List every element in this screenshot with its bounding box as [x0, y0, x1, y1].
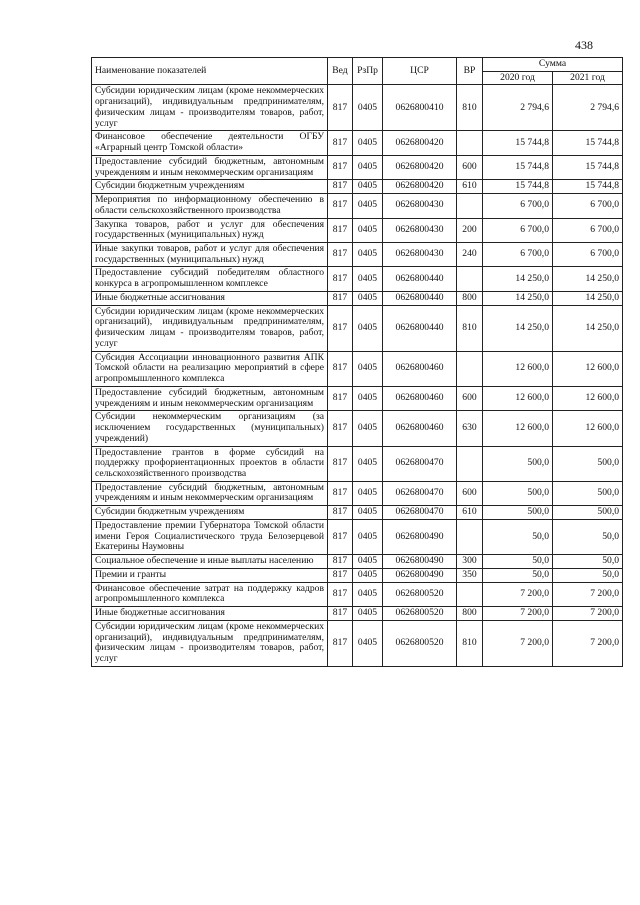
row-csr: 0626800520 [383, 607, 457, 621]
row-rzpr: 0405 [353, 194, 383, 218]
row-csr: 0626800490 [383, 519, 457, 554]
row-name: Предоставление премии Губернатора Томской области имени Героя Социалистического труда Белозерцевой Екатерины Наумовны [92, 519, 328, 554]
row-ved: 817 [328, 555, 353, 569]
row-name: Финансовое обеспечение деятельности ОГБУ «Аграрный центр Томской области» [92, 131, 328, 155]
row-vr [457, 267, 483, 291]
row-sum-2021: 50,0 [553, 519, 623, 554]
row-sum-2020: 15 744,8 [483, 180, 553, 194]
table-row [92, 620, 623, 666]
row-ved: 817 [328, 607, 353, 621]
row-sum-2020: 7 200,0 [483, 607, 553, 621]
table-header [92, 58, 623, 85]
table-row [92, 446, 623, 481]
table-row [92, 351, 623, 386]
row-ved: 817 [328, 180, 353, 194]
row-csr: 0626800440 [383, 305, 457, 351]
row-csr: 0626800460 [383, 351, 457, 386]
row-sum-2020: 12 600,0 [483, 351, 553, 386]
header-sum: Сумма [483, 58, 623, 72]
row-sum-2021: 2 794,6 [553, 85, 623, 131]
row-vr: 610 [457, 506, 483, 520]
row-name: Социальное обеспечение и иные выплаты населению [92, 555, 328, 569]
row-sum-2021: 15 744,8 [553, 131, 623, 155]
row-vr: 810 [457, 620, 483, 666]
row-rzpr: 0405 [353, 291, 383, 305]
row-csr: 0626800470 [383, 481, 457, 505]
row-name: Финансовое обеспечение затрат на поддержку кадров агропромышленного комплекса [92, 582, 328, 606]
row-sum-2020: 7 200,0 [483, 582, 553, 606]
row-vr [457, 519, 483, 554]
row-sum-2020: 500,0 [483, 506, 553, 520]
page-number: 438 [575, 38, 593, 52]
row-ved: 817 [328, 291, 353, 305]
row-vr: 600 [457, 386, 483, 410]
row-vr: 200 [457, 218, 483, 242]
table-row [92, 568, 623, 582]
row-sum-2021: 6 700,0 [553, 243, 623, 267]
row-rzpr: 0405 [353, 607, 383, 621]
header-rzpr: РзПр [353, 58, 383, 85]
row-ved: 817 [328, 194, 353, 218]
row-sum-2021: 14 250,0 [553, 305, 623, 351]
row-csr: 0626800420 [383, 180, 457, 194]
row-sum-2021: 500,0 [553, 481, 623, 505]
row-ved: 817 [328, 386, 353, 410]
row-sum-2021: 7 200,0 [553, 607, 623, 621]
row-vr: 600 [457, 155, 483, 179]
row-name: Субсидии юридическим лицам (кроме некоммерческих организаций), индивидуальным предпринимателям, физическим лицам - производителям товаров, работ, услуг [92, 85, 328, 131]
row-rzpr: 0405 [353, 218, 383, 242]
row-name: Предоставление субсидий победителям областного конкурса в агропромышленном комплексе [92, 267, 328, 291]
row-rzpr: 0405 [353, 243, 383, 267]
row-rzpr: 0405 [353, 305, 383, 351]
row-rzpr: 0405 [353, 555, 383, 569]
header-vr: ВР [457, 58, 483, 85]
row-name: Иные бюджетные ассигнования [92, 607, 328, 621]
row-csr: 0626800460 [383, 386, 457, 410]
row-ved: 817 [328, 131, 353, 155]
table-row [92, 519, 623, 554]
row-rzpr: 0405 [353, 180, 383, 194]
row-csr: 0626800430 [383, 218, 457, 242]
row-rzpr: 0405 [353, 582, 383, 606]
row-rzpr: 0405 [353, 386, 383, 410]
row-sum-2020: 7 200,0 [483, 620, 553, 666]
row-name: Субсидии некоммерческим организациям (за исключением государственных (муниципальных) учреждений) [92, 411, 328, 446]
row-sum-2020: 50,0 [483, 568, 553, 582]
row-vr [457, 131, 483, 155]
row-csr: 0626800490 [383, 555, 457, 569]
row-ved: 817 [328, 155, 353, 179]
row-rzpr: 0405 [353, 506, 383, 520]
table-row [92, 555, 623, 569]
row-vr [457, 194, 483, 218]
header-name: Наименование показателей [92, 58, 328, 85]
row-ved: 817 [328, 351, 353, 386]
row-sum-2020: 14 250,0 [483, 291, 553, 305]
table-row [92, 85, 623, 131]
row-sum-2021: 15 744,8 [553, 155, 623, 179]
row-sum-2021: 7 200,0 [553, 620, 623, 666]
table-row [92, 506, 623, 520]
table-row [92, 180, 623, 194]
row-name: Предоставление грантов в форме субсидий на поддержку профориентационных проектов в области сельскохозяйственного производства [92, 446, 328, 481]
row-sum-2020: 12 600,0 [483, 386, 553, 410]
row-vr [457, 446, 483, 481]
header-ved: Вед [328, 58, 353, 85]
row-csr: 0626800470 [383, 506, 457, 520]
row-vr: 610 [457, 180, 483, 194]
row-rzpr: 0405 [353, 446, 383, 481]
row-csr: 0626800420 [383, 155, 457, 179]
row-sum-2021: 500,0 [553, 446, 623, 481]
table-row [92, 411, 623, 446]
row-sum-2020: 12 600,0 [483, 411, 553, 446]
row-sum-2020: 15 744,8 [483, 131, 553, 155]
row-ved: 817 [328, 519, 353, 554]
row-sum-2020: 50,0 [483, 519, 553, 554]
table-row [92, 481, 623, 505]
table-row [92, 291, 623, 305]
row-csr: 0626800490 [383, 568, 457, 582]
row-csr: 0626800430 [383, 243, 457, 267]
header-csr: ЦСР [383, 58, 457, 85]
row-rzpr: 0405 [353, 85, 383, 131]
row-rzpr: 0405 [353, 267, 383, 291]
row-sum-2020: 14 250,0 [483, 305, 553, 351]
row-vr [457, 582, 483, 606]
row-rzpr: 0405 [353, 481, 383, 505]
row-csr: 0626800430 [383, 194, 457, 218]
row-name: Субсидии бюджетным учреждениям [92, 506, 328, 520]
table-row [92, 243, 623, 267]
row-ved: 817 [328, 218, 353, 242]
row-sum-2021: 14 250,0 [553, 267, 623, 291]
table-row [92, 131, 623, 155]
row-vr: 240 [457, 243, 483, 267]
row-vr: 800 [457, 291, 483, 305]
row-name: Субсидии бюджетным учреждениям [92, 180, 328, 194]
row-ved: 817 [328, 243, 353, 267]
table-row [92, 607, 623, 621]
row-name: Субсидии юридическим лицам (кроме некоммерческих организаций), индивидуальным предпринимателям, физическим лицам - производителям товаров, работ, услуг [92, 620, 328, 666]
row-sum-2020: 6 700,0 [483, 194, 553, 218]
row-ved: 817 [328, 267, 353, 291]
row-csr: 0626800440 [383, 291, 457, 305]
row-sum-2020: 6 700,0 [483, 243, 553, 267]
row-sum-2020: 500,0 [483, 446, 553, 481]
row-name: Предоставление субсидий бюджетным, автономным учреждениям и иным некоммерческим организациям [92, 386, 328, 410]
row-sum-2021: 15 744,8 [553, 180, 623, 194]
row-csr: 0626800460 [383, 411, 457, 446]
row-rzpr: 0405 [353, 620, 383, 666]
row-name: Субсидии юридическим лицам (кроме некоммерческих организаций), индивидуальным предпринимателям, физическим лицам - производителям товаров, работ, услуг [92, 305, 328, 351]
row-ved: 817 [328, 411, 353, 446]
table-row [92, 582, 623, 606]
table-row [92, 305, 623, 351]
row-vr [457, 351, 483, 386]
row-ved: 817 [328, 446, 353, 481]
budget-table [91, 57, 623, 667]
row-rzpr: 0405 [353, 411, 383, 446]
row-ved: 817 [328, 85, 353, 131]
table-body [92, 85, 623, 666]
table-row [92, 194, 623, 218]
row-vr: 600 [457, 481, 483, 505]
row-name: Мероприятия по информационному обеспечению в области сельскохозяйственного производства [92, 194, 328, 218]
row-sum-2021: 12 600,0 [553, 351, 623, 386]
row-sum-2021: 14 250,0 [553, 291, 623, 305]
row-sum-2021: 6 700,0 [553, 194, 623, 218]
row-sum-2021: 500,0 [553, 506, 623, 520]
row-vr: 630 [457, 411, 483, 446]
row-csr: 0626800420 [383, 131, 457, 155]
row-name: Предоставление субсидий бюджетным, автономным учреждениям и иным некоммерческим организациям [92, 155, 328, 179]
row-sum-2021: 7 200,0 [553, 582, 623, 606]
row-csr: 0626800410 [383, 85, 457, 131]
row-sum-2021: 12 600,0 [553, 386, 623, 410]
row-ved: 817 [328, 620, 353, 666]
row-sum-2020: 50,0 [483, 555, 553, 569]
row-rzpr: 0405 [353, 155, 383, 179]
row-csr: 0626800520 [383, 582, 457, 606]
table-row [92, 155, 623, 179]
row-sum-2020: 500,0 [483, 481, 553, 505]
row-rzpr: 0405 [353, 351, 383, 386]
row-rzpr: 0405 [353, 519, 383, 554]
row-vr: 810 [457, 305, 483, 351]
table-row [92, 218, 623, 242]
row-sum-2021: 50,0 [553, 568, 623, 582]
row-ved: 817 [328, 506, 353, 520]
row-name: Иные бюджетные ассигнования [92, 291, 328, 305]
row-name: Субсидия Ассоциации инновационного развития АПК Томской области на реализацию мероприятий в сфере агропромышленного комплекса [92, 351, 328, 386]
row-sum-2021: 6 700,0 [553, 218, 623, 242]
row-name: Закупка товаров, работ и услуг для обеспечения государственных (муниципальных) нужд [92, 218, 328, 242]
row-rzpr: 0405 [353, 568, 383, 582]
row-sum-2020: 14 250,0 [483, 267, 553, 291]
row-rzpr: 0405 [353, 131, 383, 155]
row-ved: 817 [328, 481, 353, 505]
row-vr: 300 [457, 555, 483, 569]
row-sum-2020: 2 794,6 [483, 85, 553, 131]
row-csr: 0626800440 [383, 267, 457, 291]
row-sum-2021: 50,0 [553, 555, 623, 569]
header-year-2021: 2021 год [553, 71, 623, 85]
row-ved: 817 [328, 568, 353, 582]
row-vr: 350 [457, 568, 483, 582]
row-csr: 0626800470 [383, 446, 457, 481]
row-vr: 810 [457, 85, 483, 131]
row-vr: 800 [457, 607, 483, 621]
table-row [92, 386, 623, 410]
row-name: Премии и гранты [92, 568, 328, 582]
row-name: Иные закупки товаров, работ и услуг для обеспечения государственных (муниципальных) нужд [92, 243, 328, 267]
table-row [92, 267, 623, 291]
row-sum-2021: 12 600,0 [553, 411, 623, 446]
row-ved: 817 [328, 305, 353, 351]
header-year-2020: 2020 год [483, 71, 553, 85]
row-sum-2020: 6 700,0 [483, 218, 553, 242]
row-csr: 0626800520 [383, 620, 457, 666]
row-ved: 817 [328, 582, 353, 606]
row-sum-2020: 15 744,8 [483, 155, 553, 179]
row-name: Предоставление субсидий бюджетным, автономным учреждениям и иным некоммерческим организациям [92, 481, 328, 505]
